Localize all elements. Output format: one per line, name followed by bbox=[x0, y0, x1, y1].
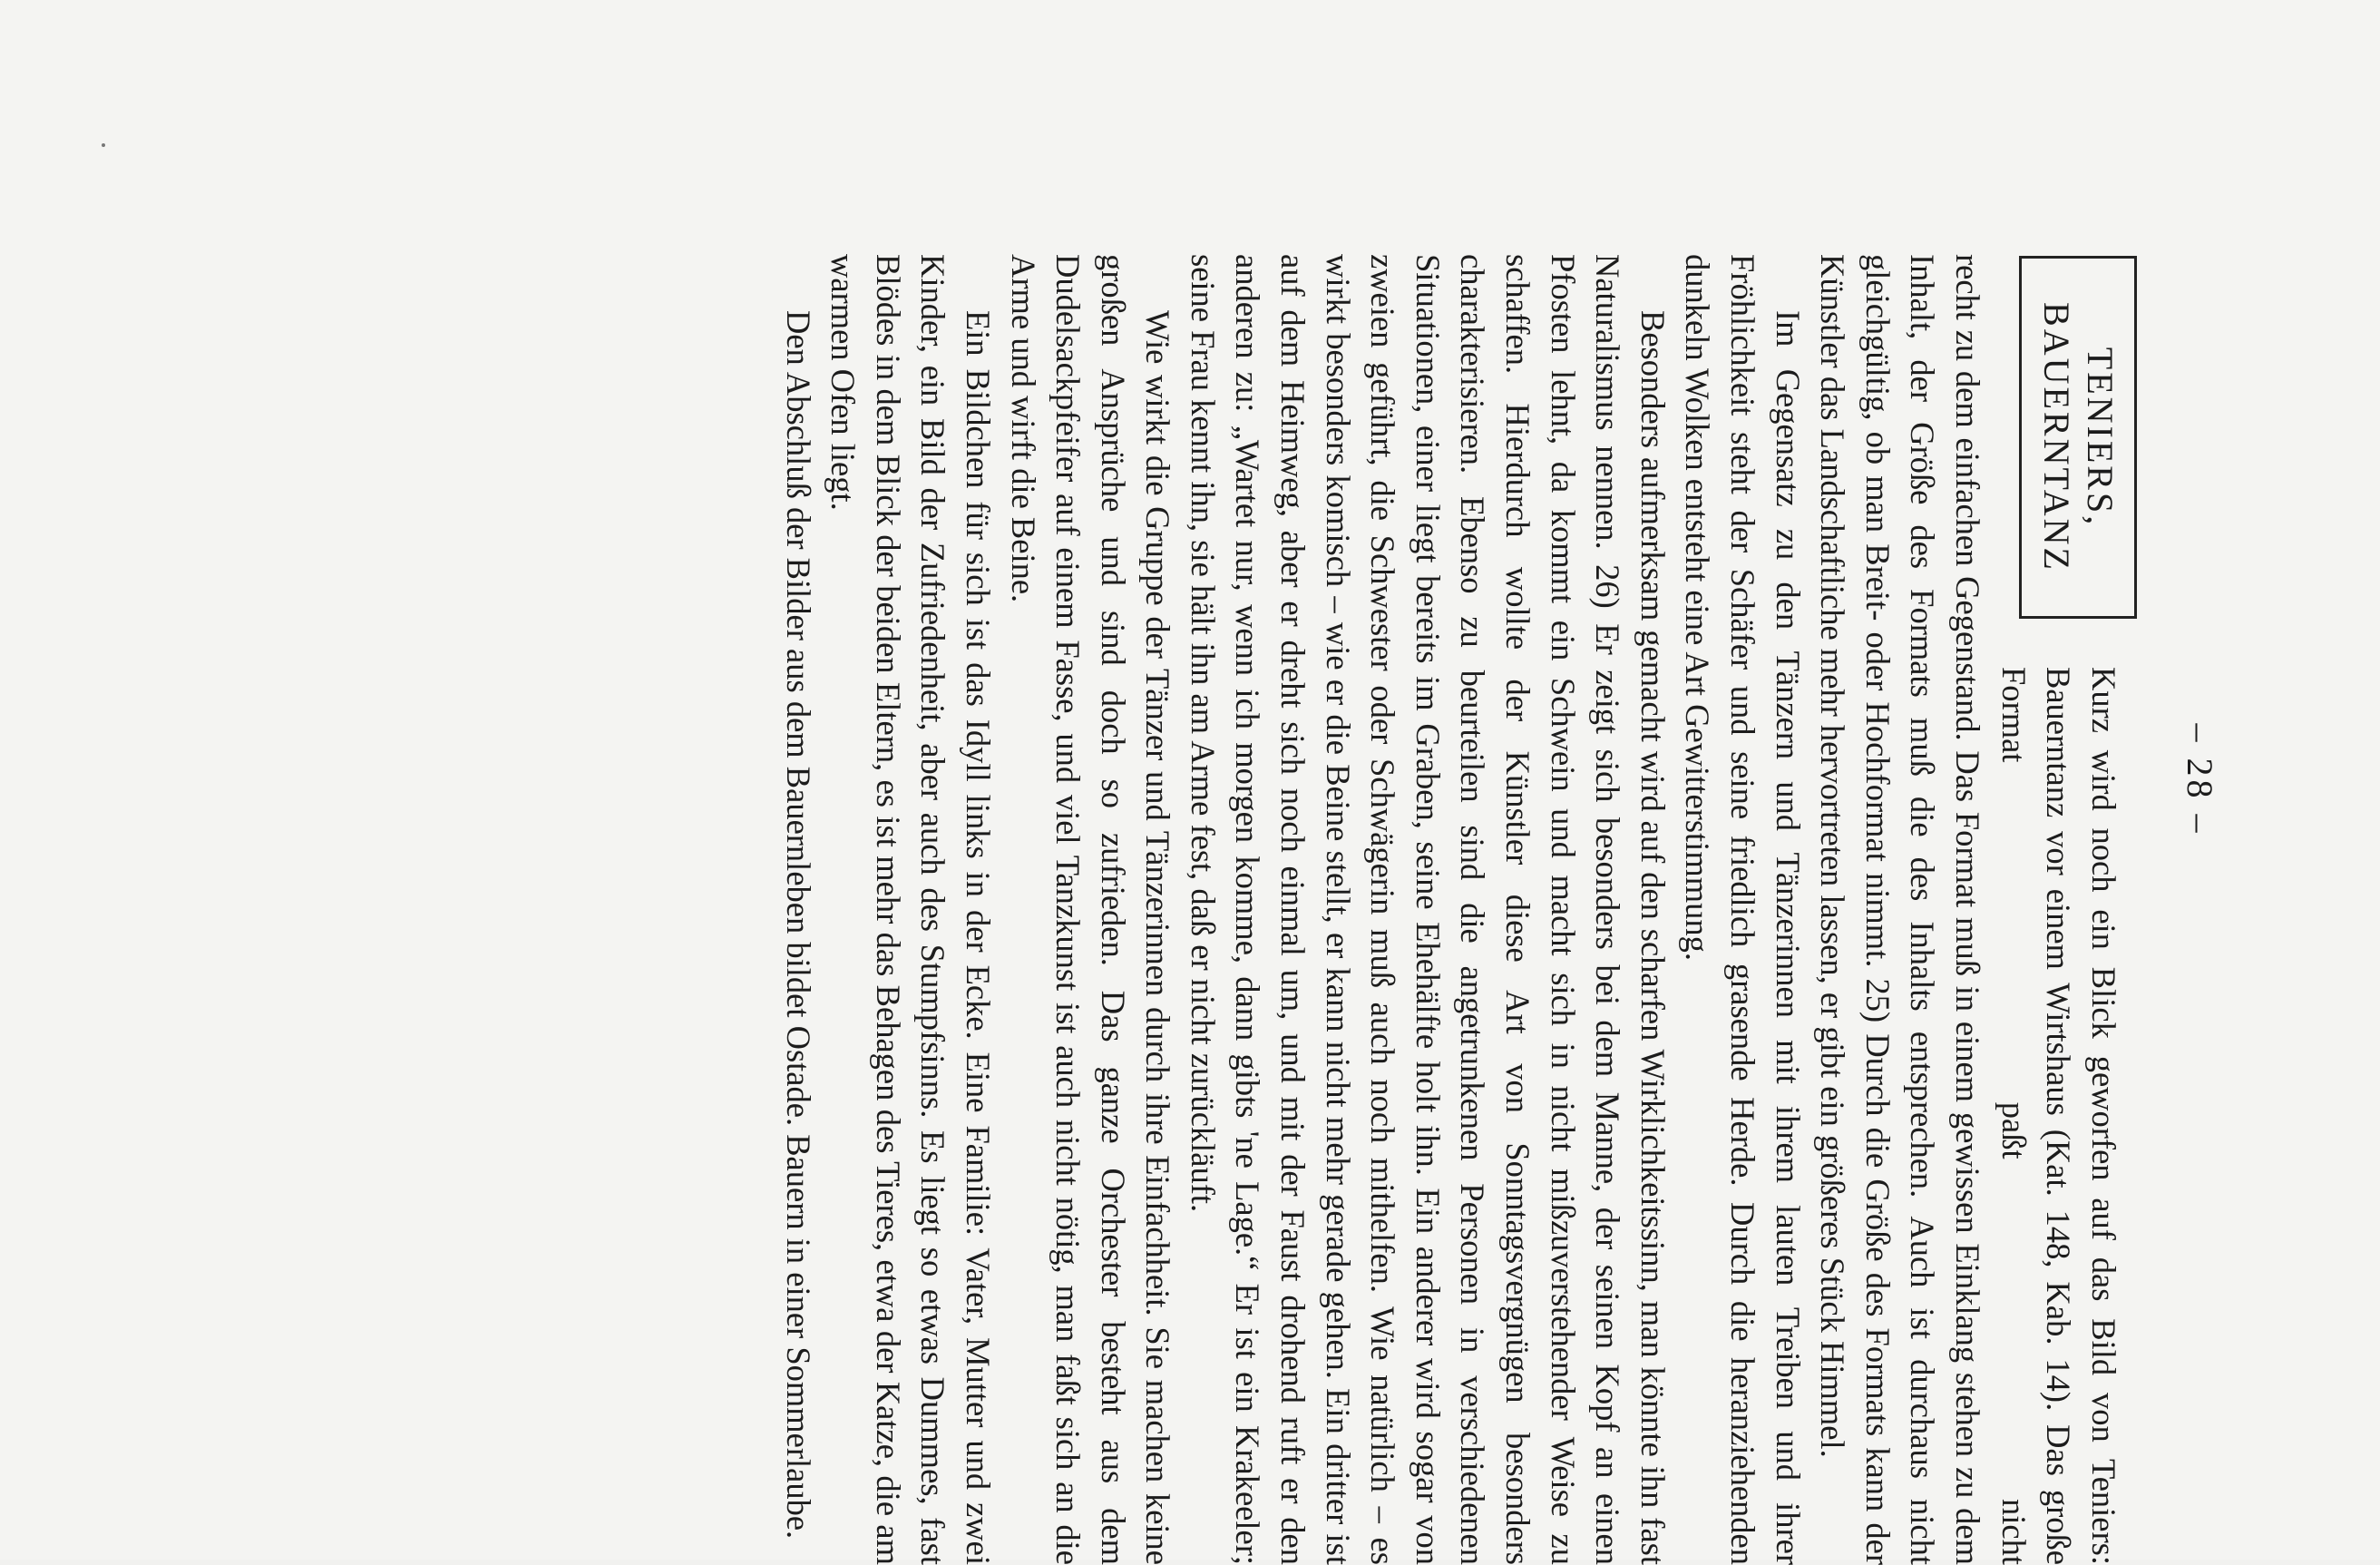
paragraph: recht zu dem einfachen Gegenstand. Das Format muß in einem gewissen Einklang stehen zu dem Inhalt, der Größe des Formats muß die des Inhalts entsprechen. Auch ist durchaus nicht gleichgültig, ob man Breit- oder Hochformat nimmt. 25) Durch die Größe des Formats kann der Künstler das Landschaftliche mehr hervortreten lassen, er gibt ein größeres Stück Himmel. bbox=[1814, 254, 1986, 1565]
paragraph: Den Abschluß der Bilder aus dem Bauernleben bildet Ostade. Bauern in einer Sommerlaube. bbox=[779, 310, 817, 1540]
paragraph: Im Gegensatz zu den Tänzern und Tänzerinnen mit ihrem lauten Treiben und ihrer Fröhlichkeit steht der Schäfer und seine friedlich grasende Herde. Durch die heranziehenden dunkeln Wolken entsteht eine Art Gewitterstimmung. bbox=[1679, 254, 1807, 1565]
intro-column bbox=[1991, 667, 2126, 1565]
page-number: – 28 – bbox=[2180, 723, 2220, 836]
heading-line-2: BAUERNTANZ bbox=[2036, 302, 2077, 572]
body-text bbox=[775, 254, 1990, 1565]
section-heading-box bbox=[2019, 256, 2137, 619]
intro-text: Kurz wird noch ein Blick geworfen auf das Bild von Teniers: Bauerntanz vor einem Wirtshaus (Kat. 148, Kab. 14). Das große Format paßt nicht bbox=[1995, 667, 2122, 1565]
paragraph: Besonders aufmerksam gemacht wird auf den scharfen Wirklichkeitssinn, man könnte ihn fast Naturalismus nennen. 26) Er zeigt sich besonders bei dem Manne, der seinen Kopf an einen Pfosten lehnt, da kommt ein Schwein und macht sich in nicht mißzuverstehender Weise zu schaffen. Hierdurch wollte der Künstler diese Art von Sonntagsvergnügen besonders charakterisieren. Ebenso zu beurteilen sind die angetrunkenen Personen in verschiedenen Situationen, einer liegt bereits im Graben, seine Ehehälfte holt ihn. Ein anderer wird sogar von zweien geführt, die Schwester oder Schwägerin muß auch noch mithelfen. Wie natürlich – es wirkt besonders komisch – wie er die Beine stellt, er kann nicht mehr gerade gehen. Ein dritter ist auf dem Heimweg, aber er dreht sich noch einmal um, und mit der Faust drohend ruft er den anderen zu: „Wartet nur, wenn ich morgen komme, dann gibts 'ne Lage.“ Er ist ein Krakeeler; seine Frau kennt ihn, sie hält ihn am Arme fest, daß er nicht zurückläuft. bbox=[1184, 254, 1672, 1565]
paragraph: Wie wirkt die Gruppe der Tänzer und Tänzerinnen durch ihre Einfachheit. Sie machen keine großen Ansprüche und sind doch so zufrieden. Das ganze Orchester besteht aus dem Dudelsackpfeifer auf einem Fasse, und viel Tanzkunst ist auch nicht nötig, man faßt sich an die Arme und wirft die Beine. bbox=[1004, 254, 1177, 1565]
heading-line-1: TENIERS, bbox=[2080, 347, 2121, 528]
paragraph: Ein Bildchen für sich ist das Idyll links in der Ecke. Eine Familie: Vater, Mutter und zwei Kinder, ein Bild der Zufriedenheit, aber auch des Stumpfsinns. Es liegt so etwas Dummes, fast Blödes in dem Blick der beiden Eltern, es ist mehr das Behagen des Tieres, etwa der Katze, die am warmen Ofen liegt. bbox=[824, 254, 997, 1565]
